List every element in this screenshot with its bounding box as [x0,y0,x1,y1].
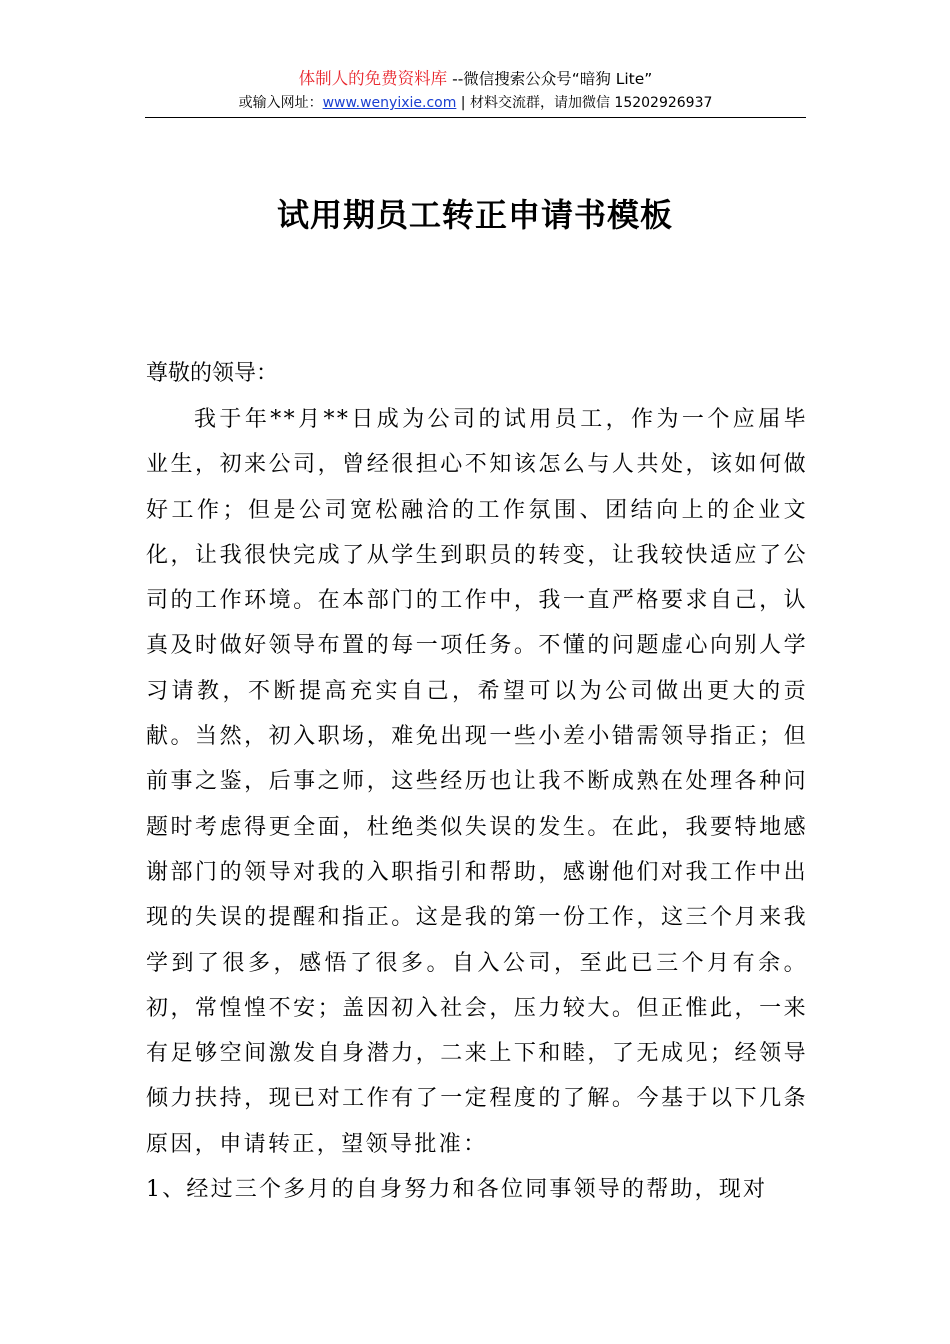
header-url-link[interactable]: www.wenyixie.com [322,95,457,111]
header-url-prefix: 或输入网址： [238,95,323,111]
document-title: 试用期员工转正申请书模板 [276,196,673,234]
numbered-item: 1、经过三个多月的自身努力和各位同事领导的帮助，现对 [146,1177,768,1203]
header-wechat-text: --微信搜索公众号“暗狗 Lite” [447,70,653,88]
header-line-url [145,92,806,114]
page-header [145,68,806,114]
header-line-wechat [145,68,806,90]
header-brand: 体制人的免费资料库 [298,69,448,88]
header-divider [145,117,806,118]
body-paragraph: 我于年**月**日成为公司的试用员工，作为一个应届毕业生，初来公司，曾经很担心不知该怎么与人共处，该如何做好工作；但是公司宽松融洽的工作氛围、团结向上的企业文化，让我很快完成了从学生到职员的转变，让我较快适应了公司的工作环境。在本部门的工作中，我一直严格要求自己，认真及时做好领导布置的每一项任务。不懂的问题虚心向别人学习请教，不断提高充实自己，希望可以为公司做出更大的贡献。当然，初入职场，难免出现一些小差小错需领导指正；但前事之鉴，后事之师，这些经历也让我不断成熟在处理各种问题时考虑得更全面，杜绝类似失误的发生。在此，我要特地感谢部门的领导对我的入职指引和帮助，感谢他们对我工作中出现的失误的提醒和指正。这是我的第一份工作，这三个月来我学到了很多，感悟了很多。自入公司，至此已三个月有余。初，常惶惶不安；盖因初入社会，压力较大。但正惟此，一来有足够空间激发自身潜力，二来上下和睦，了无成见；经领导倾力扶持，现已对工作有了一定程度的了解。今基于以下几条原因，申请转正，望领导批准： [146,407,808,1157]
header-contact-text: | 材料交流群，请加微信 15202926937 [456,95,713,111]
salutation: 尊敬的领导： [146,361,279,386]
document-body [146,397,808,1212]
